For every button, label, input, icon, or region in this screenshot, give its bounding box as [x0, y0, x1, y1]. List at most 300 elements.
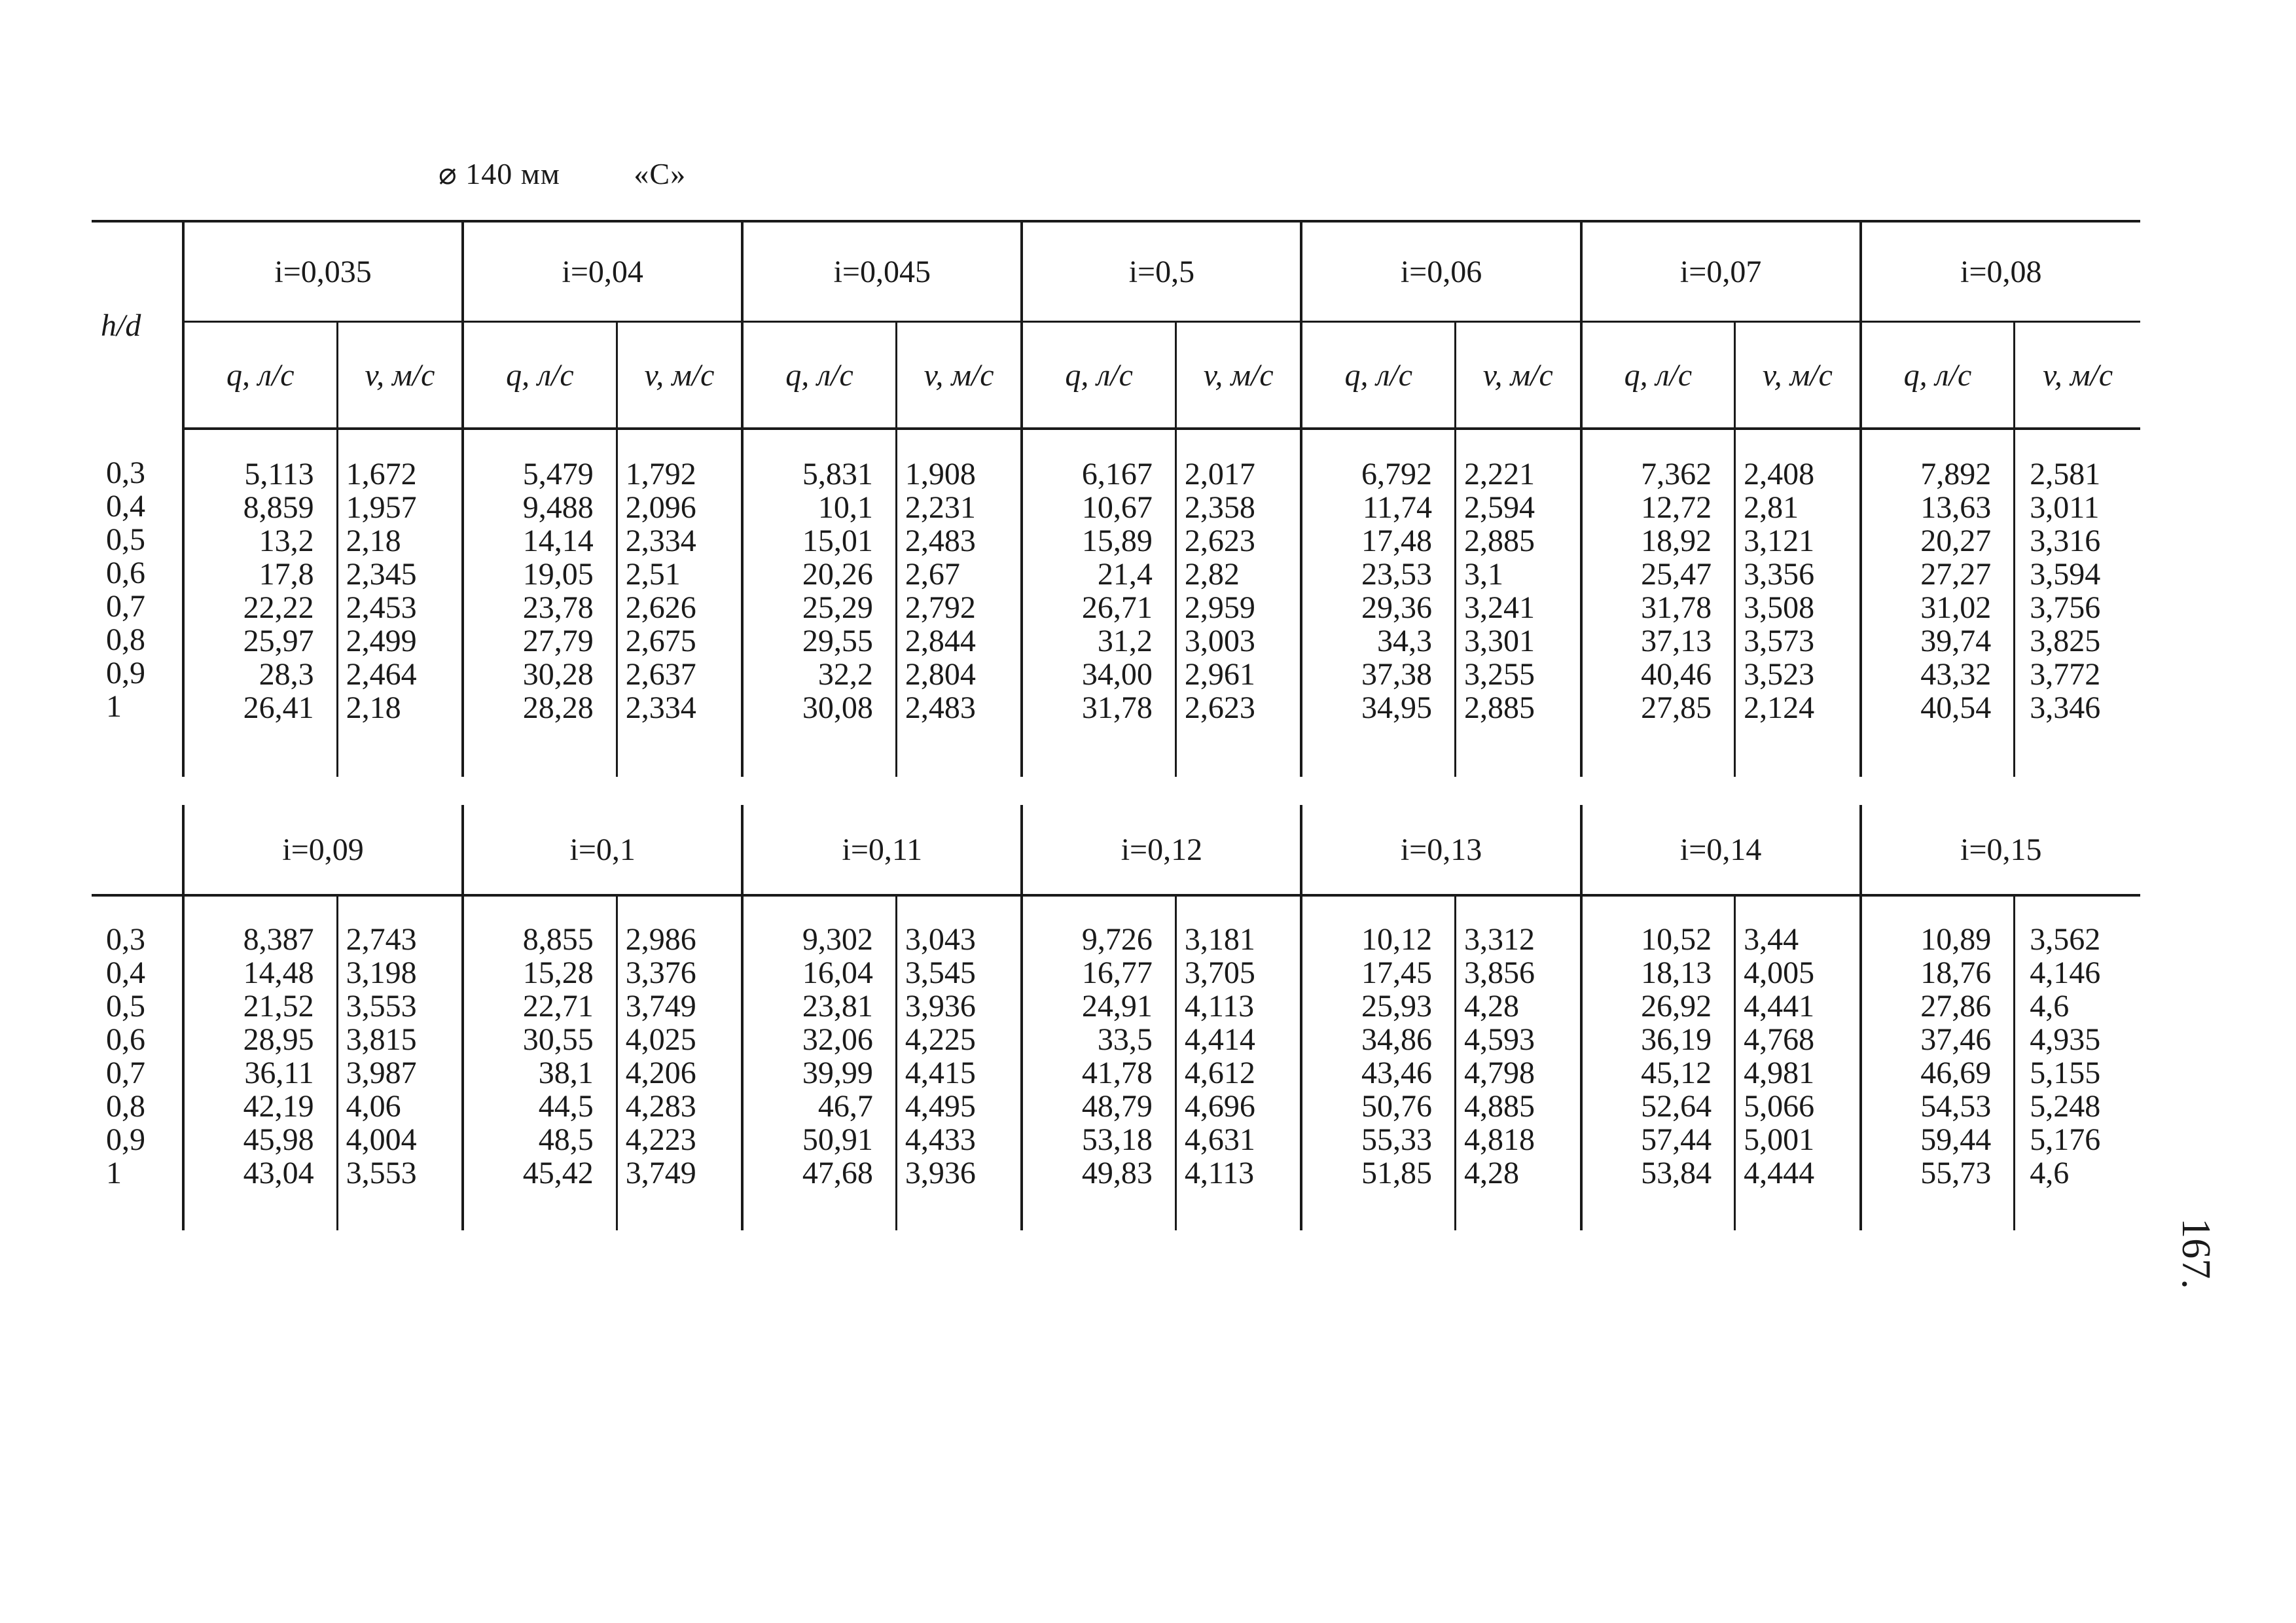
- q-value: 6,792: [1361, 457, 1433, 491]
- v-column: [896, 429, 1022, 777]
- v-value: 3,553: [346, 1156, 417, 1190]
- q-value: 42,19: [243, 1089, 314, 1124]
- v-value: 3,121: [1744, 524, 1815, 558]
- v-value: 2,499: [346, 624, 417, 658]
- q-value: 34,95: [1361, 690, 1433, 725]
- v-value: 3,198: [346, 955, 417, 990]
- q-value: 57,44: [1641, 1122, 1712, 1157]
- v-value: 3,241: [1464, 590, 1535, 625]
- q-value: 41,78: [1081, 1056, 1153, 1090]
- q-value: 5,479: [522, 457, 594, 491]
- q-value: 27,85: [1641, 690, 1712, 725]
- v-unit-header: v, м/с: [1735, 322, 1861, 429]
- q-column: [1581, 429, 1735, 777]
- v-value: 3,508: [1744, 590, 1815, 625]
- table-body-row: [92, 429, 2140, 777]
- v-value: 4,495: [905, 1089, 976, 1124]
- q-value: 23,53: [1361, 557, 1433, 592]
- v-value: 3,856: [1464, 955, 1535, 990]
- v-value: 2,334: [625, 524, 696, 558]
- v-value: 5,155: [2030, 1056, 2101, 1090]
- v-value: 4,441: [1744, 989, 1815, 1024]
- q-value: 30,08: [802, 690, 873, 725]
- v-value: 2,637: [625, 657, 696, 692]
- v-value: 2,18: [346, 524, 401, 558]
- v-value: 4,005: [1744, 955, 1815, 990]
- slope-header: i=0,15: [1861, 805, 2140, 895]
- v-value: 4,206: [625, 1056, 696, 1090]
- v-value: 2,483: [905, 524, 976, 558]
- q-value: 27,86: [1920, 989, 1992, 1024]
- v-value: 3,772: [2030, 657, 2101, 692]
- v-column: [1735, 895, 1861, 1230]
- v-unit-header: v, м/с: [2015, 322, 2140, 429]
- q-value: 6,167: [1081, 457, 1153, 491]
- pipe-diameter: ⌀ 140 мм: [439, 157, 560, 190]
- q-value: 16,77: [1081, 955, 1153, 990]
- v-value: 4,935: [2030, 1022, 2101, 1057]
- v-value: 2,804: [905, 657, 976, 692]
- q-column: [1022, 429, 1175, 777]
- q-unit-header: q, л/с: [1022, 322, 1175, 429]
- v-column: [1735, 429, 1861, 777]
- q-value: 55,33: [1361, 1122, 1433, 1157]
- v-column: [337, 429, 463, 777]
- v-value: 4,004: [346, 1122, 417, 1157]
- v-value: 1,792: [625, 457, 696, 491]
- v-value: 2,581: [2030, 457, 2101, 491]
- q-value: 45,42: [522, 1156, 594, 1190]
- q-value: 17,45: [1361, 955, 1433, 990]
- v-value: 2,231: [905, 490, 976, 525]
- v-value: 3,356: [1744, 557, 1815, 592]
- q-value: 52,64: [1641, 1089, 1712, 1124]
- flow-table-top: [92, 220, 2140, 777]
- q-value: 9,302: [802, 922, 873, 957]
- v-value: 3,553: [346, 989, 417, 1024]
- v-value: 4,798: [1464, 1056, 1535, 1090]
- q-value: 9,726: [1081, 922, 1153, 957]
- q-value: 53,18: [1081, 1122, 1153, 1157]
- v-value: 1,908: [905, 457, 976, 491]
- v-unit-header: v, м/с: [617, 322, 742, 429]
- q-column: [1301, 429, 1455, 777]
- q-value: 23,78: [522, 590, 594, 625]
- v-value: 2,358: [1184, 490, 1255, 525]
- q-value: 18,76: [1920, 955, 1992, 990]
- v-value: 2,623: [1184, 524, 1255, 558]
- q-column: [1861, 895, 2015, 1230]
- slope-header: i=0,04: [463, 221, 742, 322]
- q-value: 17,48: [1361, 524, 1433, 558]
- q-unit-header: q, л/с: [183, 322, 337, 429]
- q-value: 9,488: [522, 490, 594, 525]
- q-value: 37,13: [1641, 624, 1712, 658]
- q-value: 29,36: [1361, 590, 1433, 625]
- pipe-series: «С»: [634, 157, 687, 190]
- v-value: 4,415: [905, 1056, 976, 1090]
- v-value: 3,749: [625, 1156, 696, 1190]
- q-value: 25,97: [243, 624, 314, 658]
- q-value: 5,113: [244, 457, 314, 491]
- q-value: 47,68: [802, 1156, 873, 1190]
- q-value: 10,52: [1641, 922, 1712, 957]
- q-value: 51,85: [1361, 1156, 1433, 1190]
- q-value: 33,5: [1097, 1022, 1153, 1057]
- q-value: 40,46: [1641, 657, 1712, 692]
- v-value: 4,631: [1184, 1122, 1255, 1157]
- unit-header-row: [92, 322, 2140, 429]
- q-value: 24,91: [1081, 989, 1153, 1024]
- q-value: 13,63: [1920, 490, 1992, 525]
- v-value: 4,283: [625, 1089, 696, 1124]
- hd-value: 0,6: [106, 556, 145, 590]
- q-value: 27,27: [1920, 557, 1992, 592]
- v-value: 2,623: [1184, 690, 1255, 725]
- q-value: 15,28: [522, 955, 594, 990]
- q-value: 32,2: [817, 657, 873, 692]
- q-value: 10,1: [817, 490, 873, 525]
- v-value: 4,225: [905, 1022, 976, 1057]
- q-value: 43,32: [1920, 657, 1992, 692]
- v-unit-header: v, м/с: [1456, 322, 1581, 429]
- q-value: 8,387: [243, 922, 314, 957]
- v-value: 2,464: [346, 657, 417, 692]
- v-value: 3,705: [1184, 955, 1255, 990]
- v-value: 1,957: [346, 490, 417, 525]
- q-value: 54,53: [1920, 1089, 1992, 1124]
- q-value: 14,48: [243, 955, 314, 990]
- q-value: 20,27: [1920, 524, 1992, 558]
- q-value: 30,28: [522, 657, 594, 692]
- hd-value: 0,4: [106, 489, 145, 524]
- q-value: 23,81: [802, 989, 873, 1024]
- hd-column: [92, 429, 183, 777]
- v-value: 2,626: [625, 590, 696, 625]
- v-value: 2,81: [1744, 490, 1799, 525]
- v-value: 3,573: [1744, 624, 1815, 658]
- v-value: 2,124: [1744, 690, 1815, 725]
- v-value: 4,28: [1464, 1156, 1520, 1190]
- q-value: 43,46: [1361, 1056, 1433, 1090]
- q-value: 18,13: [1641, 955, 1712, 990]
- q-value: 28,95: [243, 1022, 314, 1057]
- q-value: 27,79: [522, 624, 594, 658]
- q-value: 29,55: [802, 624, 873, 658]
- hd-value: 0,8: [106, 622, 145, 657]
- q-value: 50,91: [802, 1122, 873, 1157]
- q-value: 26,71: [1081, 590, 1153, 625]
- q-value: 43,04: [243, 1156, 314, 1190]
- v-value: 2,885: [1464, 690, 1535, 725]
- hd-value: 0,8: [106, 1089, 145, 1124]
- q-value: 48,79: [1081, 1089, 1153, 1124]
- q-value: 39,99: [802, 1056, 873, 1090]
- q-value: 13,2: [259, 524, 314, 558]
- q-value: 44,5: [538, 1089, 594, 1124]
- v-value: 3,181: [1184, 922, 1255, 957]
- hd-value: 0,7: [106, 1056, 145, 1090]
- slope-header: i=0,09: [183, 805, 463, 895]
- v-value: 3,301: [1464, 624, 1535, 658]
- v-value: 2,453: [346, 590, 417, 625]
- v-value: 3,312: [1464, 922, 1535, 957]
- hd-value: 0,3: [106, 455, 145, 490]
- q-unit-header: q, л/с: [1581, 322, 1735, 429]
- v-value: 2,594: [1464, 490, 1535, 525]
- v-value: 3,594: [2030, 557, 2101, 592]
- q-value: 28,3: [259, 657, 314, 692]
- v-value: 2,51: [625, 557, 681, 592]
- v-column: [617, 895, 742, 1230]
- v-value: 2,82: [1184, 557, 1240, 592]
- slope-header: i=0,035: [183, 221, 463, 322]
- q-value: 10,12: [1361, 922, 1433, 957]
- q-value: 31,2: [1097, 624, 1153, 658]
- q-value: 37,38: [1361, 657, 1433, 692]
- q-value: 31,78: [1081, 690, 1153, 725]
- v-value: 4,433: [905, 1122, 976, 1157]
- v-value: 1,672: [346, 457, 417, 491]
- hd-value: 0,3: [106, 922, 145, 957]
- v-value: 3,376: [625, 955, 696, 990]
- q-value: 31,02: [1920, 590, 1992, 625]
- hd-header: h/d: [92, 221, 183, 429]
- q-unit-header: q, л/с: [742, 322, 896, 429]
- v-value: 3,825: [2030, 624, 2101, 658]
- q-unit-header: q, л/с: [1861, 322, 2015, 429]
- slope-header: i=0,14: [1581, 805, 1861, 895]
- q-value: 45,98: [243, 1122, 314, 1157]
- q-value: 8,855: [522, 922, 594, 957]
- q-value: 55,73: [1920, 1156, 1992, 1190]
- q-column: [183, 895, 337, 1230]
- slope-header: i=0,08: [1861, 221, 2140, 322]
- q-value: 8,859: [243, 490, 314, 525]
- v-unit-header: v, м/с: [1175, 322, 1301, 429]
- q-value: 46,7: [817, 1089, 873, 1124]
- slope-header: i=0,5: [1022, 221, 1301, 322]
- v-unit-header: v, м/с: [337, 322, 463, 429]
- v-value: 3,756: [2030, 590, 2101, 625]
- v-value: 2,096: [625, 490, 696, 525]
- q-value: 36,19: [1641, 1022, 1712, 1057]
- q-value: 14,14: [522, 524, 594, 558]
- v-value: 4,146: [2030, 955, 2101, 990]
- v-value: 2,345: [346, 557, 417, 592]
- hd-value: 0,9: [106, 656, 145, 690]
- v-value: 4,28: [1464, 989, 1520, 1024]
- hd-header-empty: [92, 805, 183, 895]
- v-value: 3,545: [905, 955, 976, 990]
- q-value: 38,1: [538, 1056, 594, 1090]
- q-value: 59,44: [1920, 1122, 1992, 1157]
- table-caption: [439, 156, 686, 191]
- q-column: [1301, 895, 1455, 1230]
- q-column: [183, 429, 337, 777]
- q-column: [1861, 429, 2015, 777]
- v-value: 2,885: [1464, 524, 1535, 558]
- slope-header: i=0,12: [1022, 805, 1301, 895]
- q-value: 48,5: [538, 1122, 594, 1157]
- q-unit-header: q, л/с: [1301, 322, 1455, 429]
- slope-header-row: [92, 221, 2140, 322]
- v-value: 4,113: [1184, 989, 1255, 1024]
- hd-value: 0,9: [106, 1122, 145, 1157]
- q-value: 32,06: [802, 1022, 873, 1057]
- slope-header: i=0,06: [1301, 221, 1581, 322]
- q-value: 16,04: [802, 955, 873, 990]
- slope-header-row: [92, 805, 2140, 895]
- v-value: 3,043: [905, 922, 976, 957]
- q-value: 53,84: [1641, 1156, 1712, 1190]
- v-unit-header: v, м/с: [896, 322, 1022, 429]
- v-value: 3,749: [625, 989, 696, 1024]
- v-value: 4,981: [1744, 1056, 1815, 1090]
- page-number: 167.: [2173, 1218, 2218, 1289]
- v-value: 4,414: [1184, 1022, 1255, 1057]
- flow-table-bottom: [92, 805, 2140, 1230]
- v-value: 2,408: [1744, 457, 1815, 491]
- v-column: [617, 429, 742, 777]
- slope-header: i=0,1: [463, 805, 742, 895]
- v-value: 3,987: [346, 1056, 417, 1090]
- v-value: 5,248: [2030, 1089, 2101, 1124]
- v-value: 3,523: [1744, 657, 1815, 692]
- q-value: 25,29: [802, 590, 873, 625]
- v-value: 3,316: [2030, 524, 2101, 558]
- q-value: 18,92: [1641, 524, 1712, 558]
- hd-value: 1: [106, 689, 122, 724]
- slope-header: i=0,13: [1301, 805, 1581, 895]
- v-value: 4,6: [2030, 1156, 2070, 1190]
- v-value: 3,936: [905, 989, 976, 1024]
- v-value: 3,936: [905, 1156, 976, 1190]
- q-value: 25,47: [1641, 557, 1712, 592]
- q-value: 37,46: [1920, 1022, 1992, 1057]
- q-unit-header: q, л/с: [463, 322, 617, 429]
- hd-value: 0,5: [106, 522, 145, 557]
- v-value: 5,066: [1744, 1089, 1815, 1124]
- q-value: 5,831: [802, 457, 873, 491]
- q-value: 30,55: [522, 1022, 594, 1057]
- q-value: 10,67: [1081, 490, 1153, 525]
- q-value: 22,71: [522, 989, 594, 1024]
- v-value: 2,961: [1184, 657, 1255, 692]
- v-value: 4,696: [1184, 1089, 1255, 1124]
- q-value: 34,86: [1361, 1022, 1433, 1057]
- q-value: 20,26: [802, 557, 873, 592]
- q-value: 50,76: [1361, 1089, 1433, 1124]
- v-column: [1175, 429, 1301, 777]
- v-value: 4,223: [625, 1122, 696, 1157]
- v-value: 2,18: [346, 690, 401, 725]
- v-value: 3,255: [1464, 657, 1535, 692]
- q-value: 22,22: [243, 590, 314, 625]
- v-value: 3,815: [346, 1022, 417, 1057]
- q-column: [1022, 895, 1175, 1230]
- hd-value: 0,4: [106, 955, 145, 990]
- q-value: 49,83: [1081, 1156, 1153, 1190]
- hd-column: [92, 895, 183, 1230]
- v-value: 2,017: [1184, 457, 1255, 491]
- q-value: 28,28: [522, 690, 594, 725]
- v-value: 2,743: [346, 922, 417, 957]
- q-value: 26,92: [1641, 989, 1712, 1024]
- v-value: 4,6: [2030, 989, 2070, 1024]
- q-value: 17,8: [259, 557, 314, 592]
- q-value: 12,72: [1641, 490, 1712, 525]
- v-value: 3,346: [2030, 690, 2101, 725]
- v-value: 3,562: [2030, 922, 2101, 957]
- v-value: 3,011: [2030, 490, 2100, 525]
- hd-value: 0,6: [106, 1022, 145, 1057]
- q-column: [1581, 895, 1735, 1230]
- q-value: 25,93: [1361, 989, 1433, 1024]
- v-value: 4,818: [1464, 1122, 1535, 1157]
- v-value: 2,959: [1184, 590, 1255, 625]
- q-value: 46,69: [1920, 1056, 1992, 1090]
- slope-header: i=0,11: [742, 805, 1022, 895]
- hd-value: 1: [106, 1156, 122, 1190]
- v-value: 2,221: [1464, 457, 1535, 491]
- v-column: [2015, 895, 2140, 1230]
- q-value: 40,54: [1920, 690, 1992, 725]
- q-column: [463, 429, 617, 777]
- table-body-row: [92, 895, 2140, 1230]
- v-value: 2,334: [625, 690, 696, 725]
- hd-value: 0,7: [106, 589, 145, 624]
- v-value: 4,593: [1464, 1022, 1535, 1057]
- v-value: 5,001: [1744, 1122, 1815, 1157]
- v-column: [2015, 429, 2140, 777]
- v-value: 3,44: [1744, 922, 1799, 957]
- v-column: [337, 895, 463, 1230]
- q-column: [742, 895, 896, 1230]
- q-column: [463, 895, 617, 1230]
- q-value: 21,52: [243, 989, 314, 1024]
- v-column: [1456, 429, 1581, 777]
- v-value: 4,612: [1184, 1056, 1255, 1090]
- slope-header: i=0,07: [1581, 221, 1861, 322]
- v-value: 2,67: [905, 557, 960, 592]
- q-value: 31,78: [1641, 590, 1712, 625]
- q-value: 7,362: [1641, 457, 1712, 491]
- v-value: 2,792: [905, 590, 976, 625]
- v-value: 4,885: [1464, 1089, 1535, 1124]
- hd-value: 0,5: [106, 989, 145, 1024]
- v-value: 2,986: [625, 922, 696, 957]
- v-value: 5,176: [2030, 1122, 2101, 1157]
- v-value: 2,675: [625, 624, 696, 658]
- q-value: 36,11: [244, 1056, 314, 1090]
- q-value: 34,3: [1377, 624, 1433, 658]
- v-value: 4,025: [625, 1022, 696, 1057]
- v-value: 4,06: [346, 1089, 401, 1124]
- v-column: [1175, 895, 1301, 1230]
- q-value: 7,892: [1920, 457, 1992, 491]
- slope-header: i=0,045: [742, 221, 1022, 322]
- q-value: 26,41: [243, 690, 314, 725]
- v-column: [896, 895, 1022, 1230]
- q-value: 15,01: [802, 524, 873, 558]
- q-value: 19,05: [522, 557, 594, 592]
- v-value: 2,844: [905, 624, 976, 658]
- v-value: 3,1: [1464, 557, 1504, 592]
- v-value: 2,483: [905, 690, 976, 725]
- v-value: 4,768: [1744, 1022, 1815, 1057]
- v-value: 4,113: [1184, 1156, 1255, 1190]
